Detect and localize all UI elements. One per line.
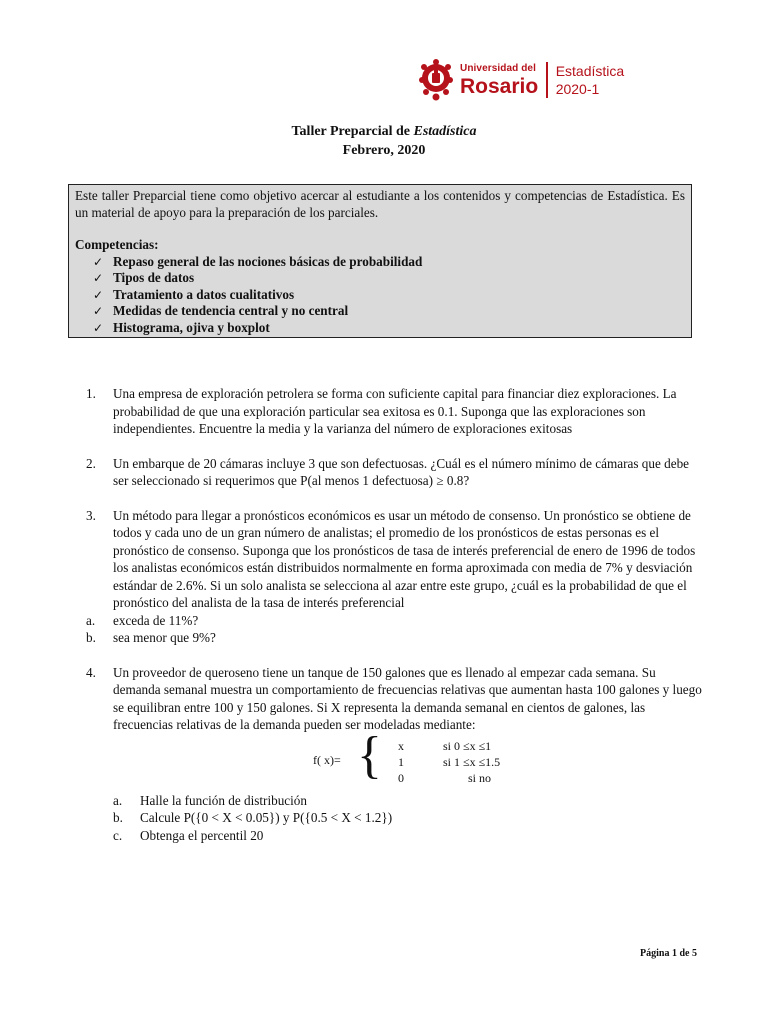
subitem (86, 629, 706, 647)
document-title (0, 122, 768, 160)
subitem-letter: a. (86, 612, 96, 628)
formula-value: x (398, 738, 404, 753)
question-number: 1. (86, 386, 96, 401)
competencia-item (75, 254, 685, 271)
university-name-line2: Rosario (460, 74, 539, 98)
intro-text: Este taller Preparcial tiene como objetivo acercar al estudiante a los contenidos y competencias de Estadística. Es un material de apoyo para la preparación de los parciales. (75, 188, 685, 220)
competencias-list (75, 254, 685, 337)
university-seal-icon (418, 58, 454, 102)
formula-lhs: f( x)= (313, 752, 341, 767)
competencia-label: Histograma, ojiva y boxplot (113, 319, 270, 335)
subitem-letter: b. (86, 630, 96, 645)
competencia-label: Tratamiento a datos cualitativos (113, 286, 295, 302)
formula-value: 1 (398, 754, 404, 769)
question-subitems (113, 792, 706, 845)
piecewise-formula (113, 726, 706, 788)
checkmark-icon: ✓ (92, 287, 103, 302)
competencia-item (75, 320, 685, 337)
logo-divider (546, 62, 548, 98)
formula-condition: si no (468, 770, 492, 785)
title-date: Febrero, 2020 (342, 143, 426, 158)
subitem-letter: c. (113, 827, 123, 843)
subitem-text: Obtenga el percentil 20 (140, 827, 264, 843)
subitem-text: Halle la función de distribución (140, 792, 307, 808)
competencia-label: Repaso general de las nociones básicas de probabilidad (113, 253, 423, 269)
course-period: 2020-1 (555, 81, 600, 97)
formula-condition: si 0 ≤x ≤1 (443, 738, 492, 753)
question-1 (86, 385, 706, 438)
subitem-letter: b. (113, 810, 123, 825)
course-label (556, 62, 624, 98)
question-number: 4. (86, 664, 96, 680)
competencias-title: Competencias: (75, 237, 159, 252)
question-subitems (86, 612, 706, 647)
university-logo (418, 58, 624, 102)
page-number: Página 1 de 5 (640, 948, 697, 959)
university-name (460, 64, 538, 97)
questions-section (86, 385, 706, 861)
formula-condition: si 1 ≤x ≤1.5 (443, 754, 501, 769)
formula-value: 0 (398, 770, 404, 785)
question-number: 3. (86, 507, 96, 523)
title-line1 (0, 122, 768, 141)
subitem-text: exceda de 11%? (113, 612, 199, 628)
question-number: 2. (86, 455, 96, 471)
question-text: Un método para llegar a pronósticos económicos es usar un método de consenso. Un pronóstico se obtiene de todos y cada uno de un gran número de analistas; el promedio de los pronósticos de estas personas es el pronóstico de consenso. Suponga que los pronósticos de tasa de interés preferencial de enero de 1996 de todos los analistas económicos están distribuidos normalmente en forma aproximada con media de 7% y desviación estándar de 2.6%. Si un solo analista se selecciona al azar entre este grupo, ¿cuál es la probabilidad de que el pronóstico del analista de la tasa de interés preferencial (113, 507, 696, 610)
subitem-letter: a. (113, 792, 123, 808)
question-text: Un proveedor de queroseno tiene un tanque de 150 galones que es llenado al empezar cada semana. Su demanda semanal muestra un comportamiento de frecuencias relativas que aumentan hasta 100 galones y luego se equilibran entre 100 y 150 galones. Si X representa la demanda semanal en cientos de galones, las frecuencias relativas de la demanda pueden ser modeladas mediante: (113, 664, 702, 732)
title-prefix: Taller Preparcial de (291, 124, 414, 139)
competencia-item (75, 303, 685, 320)
question-text: Un embarque de 20 cámaras incluye 3 que son defectuosas. ¿Cuál es el número mínimo de cámaras que debe ser seleccionado si requerimos que P(al menos 1 defectuosa) ≥ 0.8? (113, 455, 690, 488)
question-2 (86, 455, 706, 490)
question-4 (86, 664, 706, 845)
question-3 (86, 507, 706, 647)
competencia-label: Medidas de tendencia central y no central (113, 303, 349, 318)
checkmark-icon: ✓ (92, 320, 103, 335)
subitem-text: Calcule P({0 < X < 0.05}) y P({0.5 < X < 1.2}) (140, 810, 393, 825)
competencia-label: Tipos de datos (113, 270, 195, 285)
question-text: Una empresa de exploración petrolera se forma con suficiente capital para financiar diez exploraciones. La probabilidad de que una exploración particular sea exitosa es 0.1. Suponga que las exploraciones son independientes. Encuentre la media y la varianza del número de exploraciones exitosas (113, 386, 677, 436)
subitem (113, 809, 706, 827)
intro-box (68, 184, 692, 338)
subitem (86, 612, 706, 630)
subitem-text: sea menor que 9%? (113, 630, 216, 645)
competencia-item (75, 270, 685, 287)
left-brace-icon: { (357, 726, 382, 784)
competencia-item (75, 287, 685, 304)
title-italic: Estadística (413, 124, 477, 139)
checkmark-icon: ✓ (92, 254, 103, 269)
checkmark-icon: ✓ (92, 271, 103, 285)
university-name-line1: Universidad del (460, 62, 536, 74)
subitem (113, 792, 706, 810)
course-name: Estadística (555, 63, 625, 79)
subitem (113, 827, 706, 845)
checkmark-icon: ✓ (92, 304, 103, 318)
